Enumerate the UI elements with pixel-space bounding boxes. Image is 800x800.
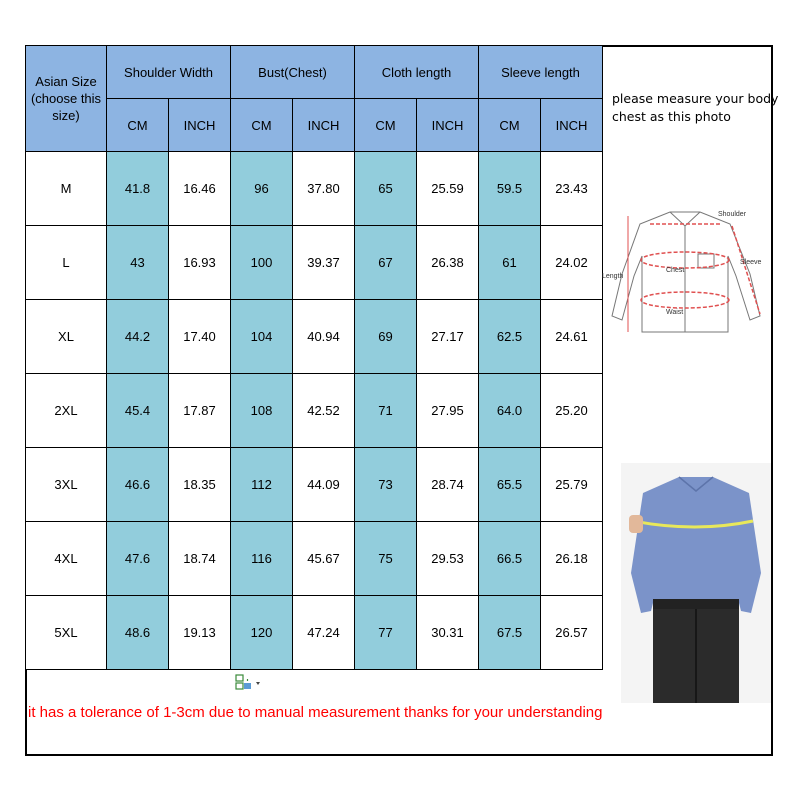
- shirt-measurement-diagram: [600, 204, 780, 344]
- unit-header-inch: INCH: [293, 99, 355, 152]
- group-header: Shoulder Width: [107, 46, 231, 99]
- size-label-cell: 4XL: [26, 522, 107, 596]
- size-label-cell: 5XL: [26, 596, 107, 670]
- inch-value-cell: 42.52: [293, 374, 355, 448]
- cm-value-cell: 48.6: [107, 596, 169, 670]
- unit-header-cm: CM: [355, 99, 417, 152]
- unit-header-cm: CM: [107, 99, 169, 152]
- cm-value-cell: 108: [231, 374, 293, 448]
- table-row: [26, 522, 603, 596]
- cm-value-cell: 44.2: [107, 300, 169, 374]
- diagram-label-chest: Chest: [666, 267, 685, 274]
- unit-header-inch: INCH: [417, 99, 479, 152]
- cm-value-cell: 100: [231, 226, 293, 300]
- inch-value-cell: 23.43: [541, 152, 603, 226]
- inch-value-cell: 47.24: [293, 596, 355, 670]
- cm-value-cell: 67: [355, 226, 417, 300]
- cm-value-cell: 64.0: [479, 374, 541, 448]
- inch-value-cell: 25.20: [541, 374, 603, 448]
- inch-value-cell: 30.31: [417, 596, 479, 670]
- diagram-label-waist: Waist: [666, 309, 684, 316]
- inch-value-cell: 44.09: [293, 448, 355, 522]
- shirt-outline: [612, 212, 760, 332]
- unit-header-inch: INCH: [169, 99, 231, 152]
- cm-value-cell: 47.6: [107, 522, 169, 596]
- inch-value-cell: 24.02: [541, 226, 603, 300]
- measure-arrows: [641, 224, 760, 314]
- cm-value-cell: 59.5: [479, 152, 541, 226]
- group-header: Sleeve length: [479, 46, 603, 99]
- photo-belt: [653, 599, 739, 609]
- inch-value-cell: 25.59: [417, 152, 479, 226]
- unit-header-inch: INCH: [541, 99, 603, 152]
- diagram-label-shoulder: Shoulder: [718, 211, 747, 218]
- inch-value-cell: 28.74: [417, 448, 479, 522]
- cm-value-cell: 65: [355, 152, 417, 226]
- inch-value-cell: 39.37: [293, 226, 355, 300]
- inch-value-cell: 17.87: [169, 374, 231, 448]
- cm-value-cell: 65.5: [479, 448, 541, 522]
- cm-value-cell: 96: [231, 152, 293, 226]
- cm-value-cell: 112: [231, 448, 293, 522]
- inch-value-cell: 16.93: [169, 226, 231, 300]
- unit-header-cm: CM: [231, 99, 293, 152]
- inch-value-cell: 27.95: [417, 374, 479, 448]
- diagram-label-length: Length: [602, 273, 624, 280]
- cm-value-cell: 69: [355, 300, 417, 374]
- model-measuring-photo: [621, 463, 771, 703]
- inch-value-cell: 26.38: [417, 226, 479, 300]
- cm-value-cell: 104: [231, 300, 293, 374]
- inch-value-cell: 18.74: [169, 522, 231, 596]
- group-header: Bust(Chest): [231, 46, 355, 99]
- measure-note: please measure your body chest as this photo: [612, 91, 779, 124]
- inch-value-cell: 45.67: [293, 522, 355, 596]
- cm-value-cell: 116: [231, 522, 293, 596]
- inch-value-cell: 16.46: [169, 152, 231, 226]
- size-label-cell: M: [26, 152, 107, 226]
- cm-value-cell: 61: [479, 226, 541, 300]
- size-label-cell: L: [26, 226, 107, 300]
- cm-value-cell: 45.4: [107, 374, 169, 448]
- inch-value-cell: 24.61: [541, 300, 603, 374]
- table-row: [26, 152, 603, 226]
- cm-value-cell: 43: [107, 226, 169, 300]
- size-label-cell: 2XL: [26, 374, 107, 448]
- table-row: [26, 448, 603, 522]
- table-row: [26, 596, 603, 670]
- inch-value-cell: 19.13: [169, 596, 231, 670]
- table-row: [26, 226, 603, 300]
- cm-value-cell: 67.5: [479, 596, 541, 670]
- photo-shirt: [631, 477, 761, 613]
- inch-value-cell: 37.80: [293, 152, 355, 226]
- inch-value-cell: 29.53: [417, 522, 479, 596]
- cm-value-cell: 71: [355, 374, 417, 448]
- cm-value-cell: 75: [355, 522, 417, 596]
- group-header: Cloth length: [355, 46, 479, 99]
- cm-value-cell: 73: [355, 448, 417, 522]
- inch-value-cell: 40.94: [293, 300, 355, 374]
- cm-value-cell: 41.8: [107, 152, 169, 226]
- inch-value-cell: 17.40: [169, 300, 231, 374]
- cm-value-cell: 66.5: [479, 522, 541, 596]
- size-chart-table: [25, 45, 603, 670]
- cm-value-cell: 46.6: [107, 448, 169, 522]
- table-row: [26, 300, 603, 374]
- unit-header-cm: CM: [479, 99, 541, 152]
- inch-value-cell: 27.17: [417, 300, 479, 374]
- inch-value-cell: 18.35: [169, 448, 231, 522]
- size-label-cell: XL: [26, 300, 107, 374]
- tolerance-note: it has a tolerance of 1-3cm due to manual measurement thanks for your understanding: [28, 704, 603, 721]
- cm-value-cell: 62.5: [479, 300, 541, 374]
- diagram-label-sleeve: Sleeve: [740, 259, 762, 266]
- cm-value-cell: 120: [231, 596, 293, 670]
- inch-value-cell: 26.18: [541, 522, 603, 596]
- inch-value-cell: 26.57: [541, 596, 603, 670]
- size-column-header: Asian Size (choose this size): [26, 46, 107, 152]
- inch-value-cell: 25.79: [541, 448, 603, 522]
- table-row: [26, 374, 603, 448]
- paste-options-icon[interactable]: [234, 673, 264, 693]
- size-label-cell: 3XL: [26, 448, 107, 522]
- cm-value-cell: 77: [355, 596, 417, 670]
